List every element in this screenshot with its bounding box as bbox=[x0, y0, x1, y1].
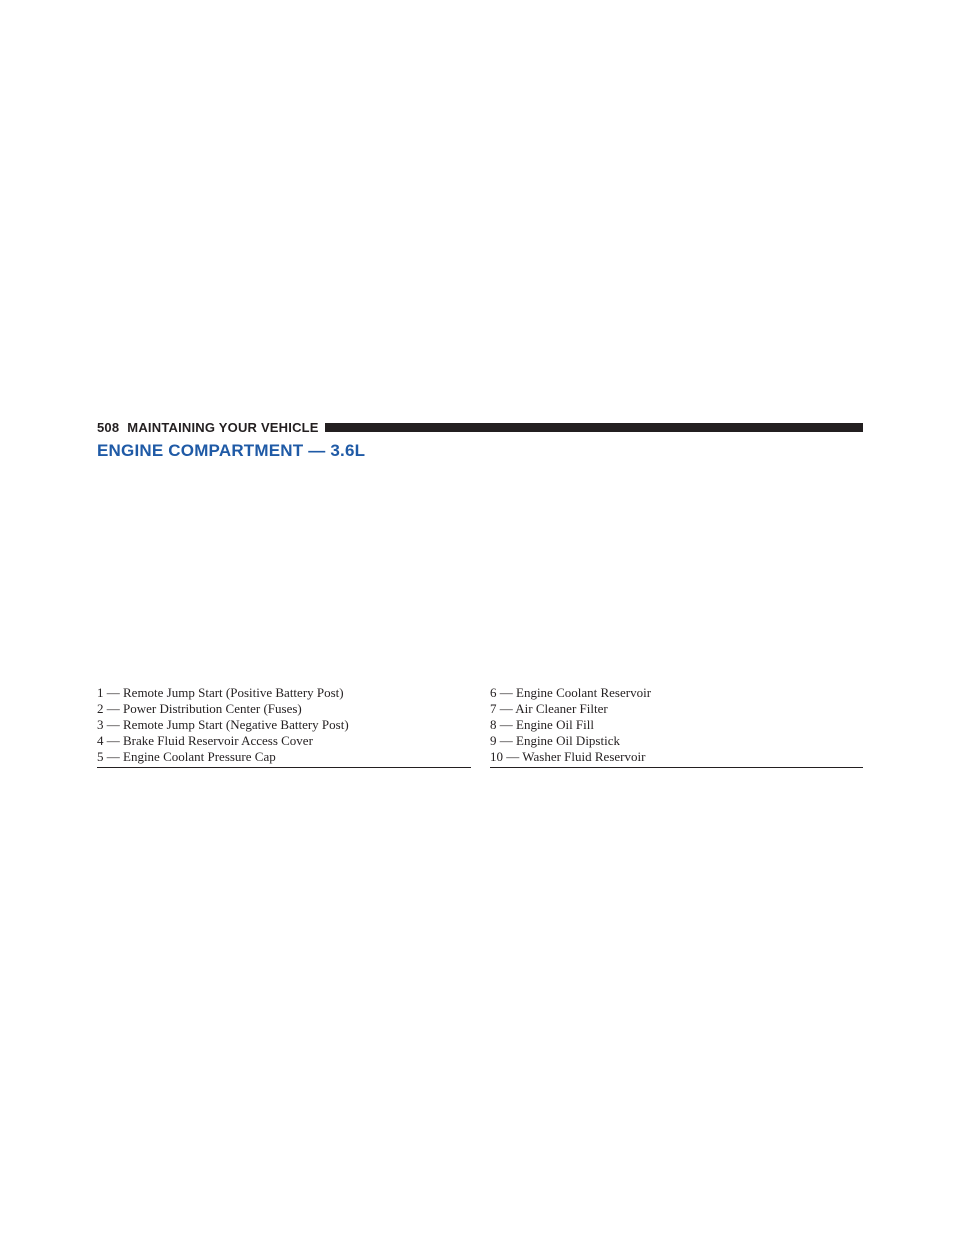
legend-right-column bbox=[490, 685, 863, 768]
header-rule bbox=[325, 423, 863, 432]
page-number: 508 bbox=[97, 419, 120, 435]
legend-item: 3 — Remote Jump Start (Negative Battery Post) bbox=[97, 717, 349, 732]
legend-item: 2 — Power Distribution Center (Fuses) bbox=[97, 701, 302, 716]
legend-item: 9 — Engine Oil Dipstick bbox=[490, 733, 620, 748]
legend-item: 1 — Remote Jump Start (Positive Battery Post) bbox=[97, 685, 344, 700]
legend-item: 7 — Air Cleaner Filter bbox=[490, 701, 608, 716]
engine-compartment-figure bbox=[97, 470, 863, 675]
legend-item: 6 — Engine Coolant Reservoir bbox=[490, 685, 652, 700]
section-name: MAINTAINING YOUR VEHICLE bbox=[127, 419, 319, 435]
legend-item: 10 — Washer Fluid Reservoir bbox=[490, 749, 646, 764]
legend-item: 4 — Brake Fluid Reservoir Access Cover bbox=[97, 733, 313, 748]
page-title: ENGINE COMPARTMENT — 3.6L bbox=[97, 441, 366, 460]
legend-left-column bbox=[97, 685, 471, 768]
legend-item: 8 — Engine Oil Fill bbox=[490, 717, 594, 732]
legend-item: 5 — Engine Coolant Pressure Cap bbox=[97, 749, 276, 764]
page-header bbox=[97, 418, 863, 436]
